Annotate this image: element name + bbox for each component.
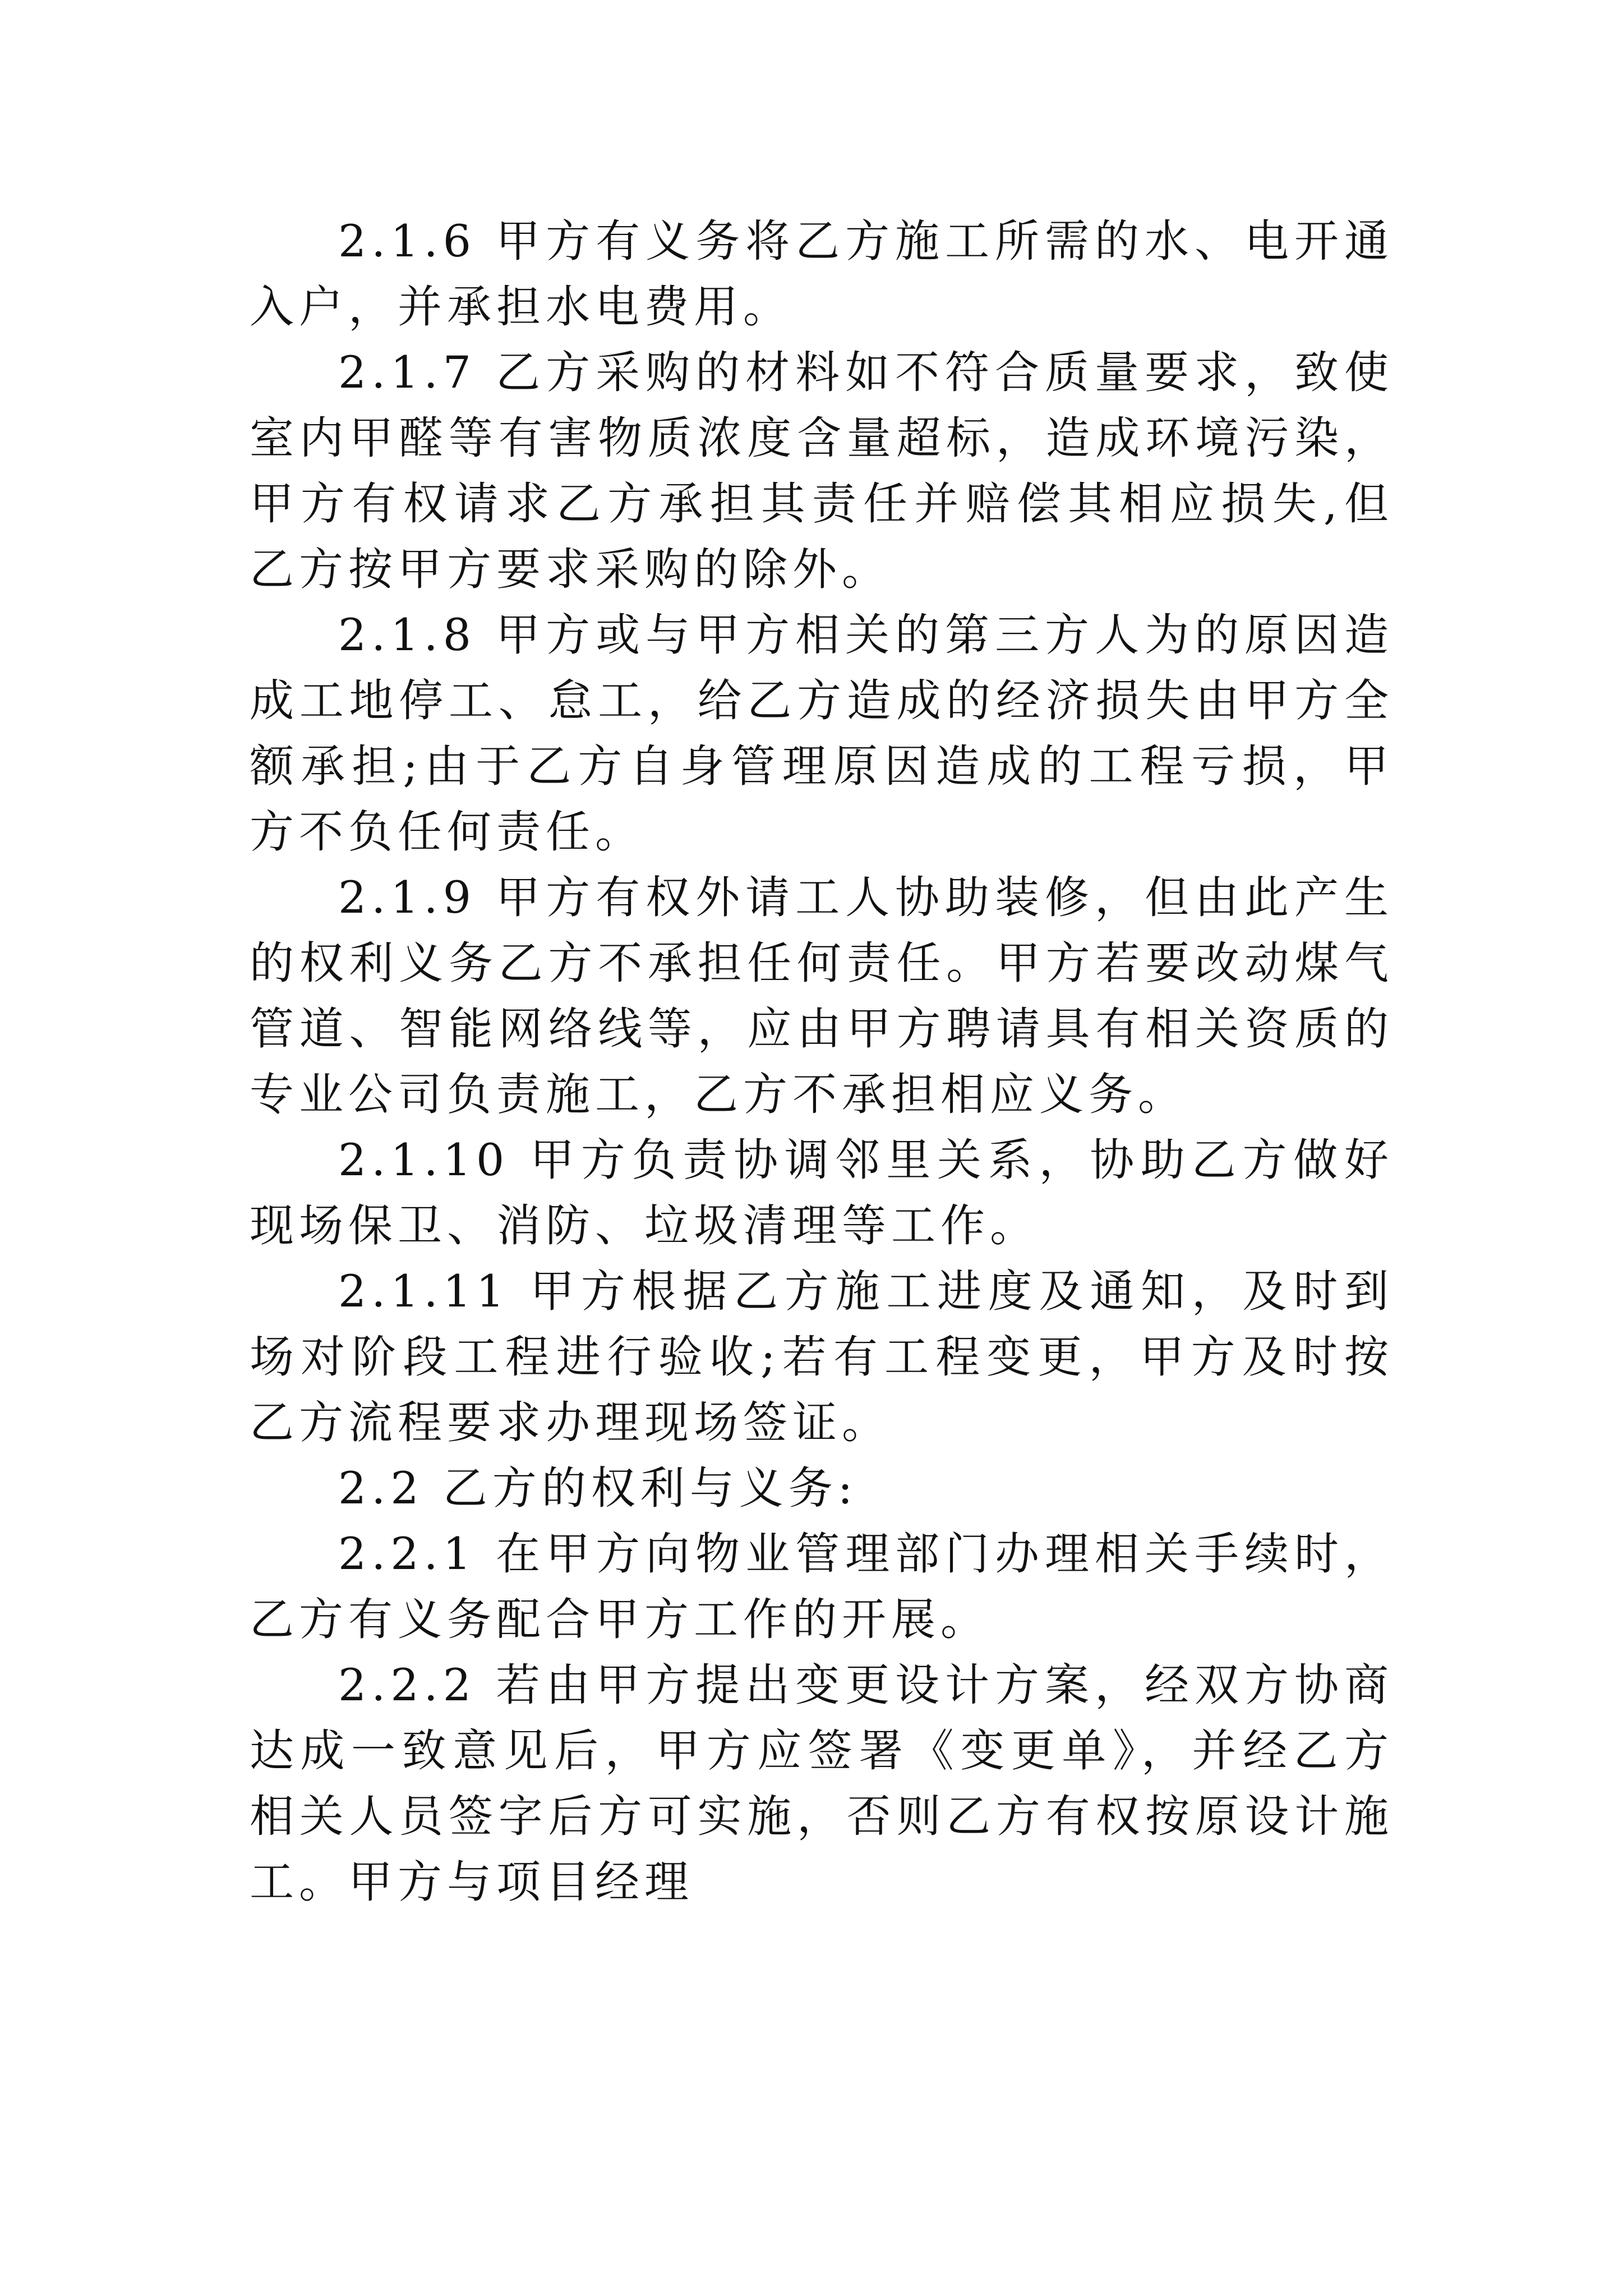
section-heading-2-2: 2.2 乙方的权利与义务: [338,1462,858,1514]
clause-2-1-6: 2.1.6 甲方有义务将乙方施工所需的水、电开通入户，并承担水电费用。 [250,215,1394,333]
clause-2-2-1: 2.2.1 在甲方向物业管理部门办理相关手续时，乙方有义务配合甲方工作的开展。 [250,1528,1394,1645]
clause-2-1-10: 2.1.10 甲方负责协调邻里关系，协助乙方做好现场保卫、消防、垃圾清理等工作。 [250,1134,1394,1251]
document-body [250,209,1394,1915]
clause-2-2-2: 2.2.2 若由甲方提出变更设计方案，经双方协商达成一致意见后，甲方应签署《变更单》，并经乙方相关人员签字后方可实施，否则乙方有权按原设计施工。甲方与项目经理 [250,1659,1394,1908]
clause-2-1-7: 2.1.7 乙方采购的材料如不符合质量要求，致使室内甲醛等有害物质浓度含量超标，造成环境污染，甲方有权请求乙方承担其责任并赔偿其相应损失,但乙方按甲方要求采购的除外。 [250,347,1394,595]
clause-2-1-11: 2.1.11 甲方根据乙方施工进度及通知，及时到场对阶段工程进行验收;若有工程变更，甲方及时按乙方流程要求办理现场签证。 [250,1266,1394,1448]
clause-2-1-8: 2.1.8 甲方或与甲方相关的第三方人为的原因造成工地停工、怠工，给乙方造成的经济损失由甲方全额承担;由于乙方自身管理原因造成的工程亏损，甲方不负任何责任。 [250,609,1394,858]
clause-2-1-9: 2.1.9 甲方有权外请工人协助装修，但由此产生的权利义务乙方不承担任何责任。甲方若要改动煤气管道、智能网络线等，应由甲方聘请具有相关资质的专业公司负责施工，乙方不承担相应义务。 [250,872,1394,1120]
